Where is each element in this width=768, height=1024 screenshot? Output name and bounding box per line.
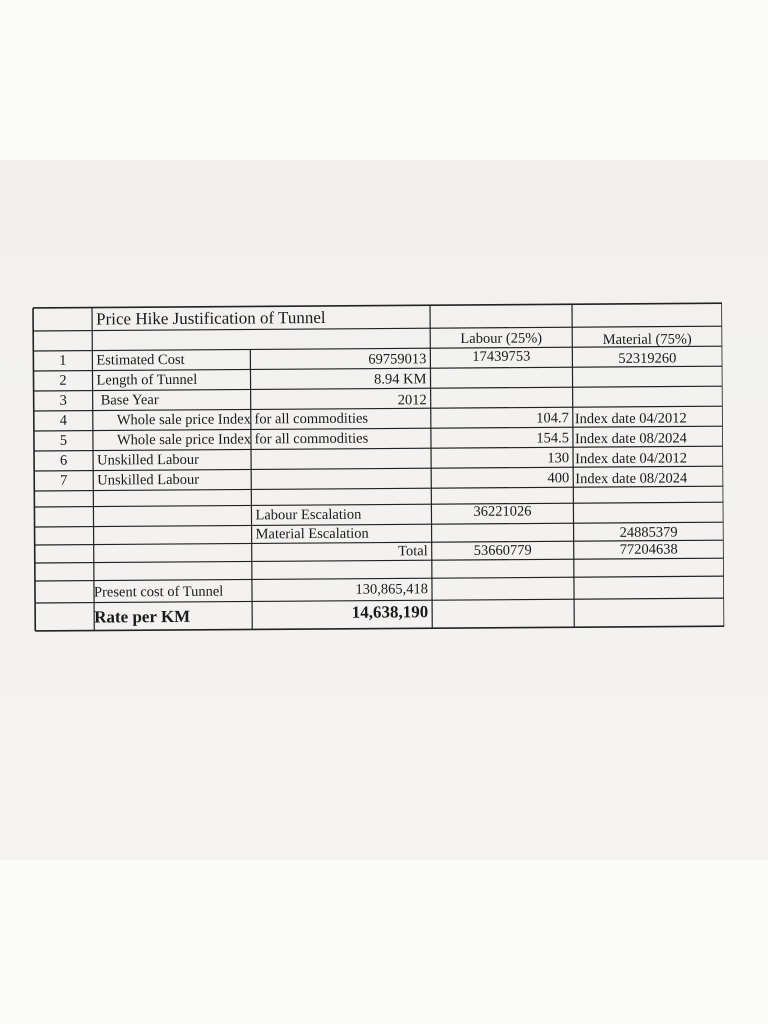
row-label: Whole sale price Index for all commodities (116, 410, 369, 429)
labour-escalation-label: Labour Escalation (255, 506, 362, 524)
price-hike-table (30, 300, 724, 633)
row-label: Unskilled Labour (97, 471, 200, 489)
total-label: Total (398, 543, 428, 560)
row-label: Length of Tunnel (96, 371, 198, 389)
row-number: 5 (59, 432, 68, 449)
row-index-note: Index date 04/2012 (574, 410, 687, 428)
row-index: 130 (547, 450, 570, 467)
row-value: 69759013 (368, 351, 427, 368)
material-escalation-label: Material Escalation (255, 525, 369, 543)
row-label: Base Year (100, 392, 159, 409)
row-labour-value: 17439753 (472, 348, 531, 365)
row-number: 4 (59, 412, 67, 429)
row-number: 7 (60, 472, 68, 489)
labour-escalation-value: 36221026 (473, 503, 532, 520)
row-index: 154.5 (536, 430, 569, 447)
row-number: 3 (59, 392, 67, 409)
row-number: 2 (59, 372, 67, 389)
row-label: Estimated Cost (96, 351, 185, 369)
material-header: Material (75%) (602, 331, 692, 349)
row-index: 104.7 (536, 410, 569, 427)
material-escalation-value: 24885379 (619, 524, 678, 541)
row-label: Unskilled Labour (97, 451, 200, 469)
present-cost-label: Present cost of Tunnel (93, 583, 224, 601)
table-title: Price Hike Justification of Tunnel (96, 307, 326, 329)
total-labour-value: 53660779 (473, 542, 532, 559)
total-material-value: 77204638 (619, 541, 678, 558)
row-number: 1 (59, 352, 67, 369)
row-material-value: 52319260 (618, 350, 677, 367)
rate-per-km-value: 14,638,190 (351, 602, 429, 622)
row-index-note: Index date 08/2024 (575, 470, 688, 488)
row-index: 400 (547, 470, 570, 487)
labour-header: Labour (25%) (460, 330, 543, 347)
row-value: 2012 (397, 392, 427, 409)
present-cost-value: 130,865,418 (355, 581, 429, 598)
row-number: 6 (59, 452, 68, 469)
rate-per-km-label: Rate per KM (94, 606, 191, 627)
row-index-note: Index date 04/2012 (575, 450, 688, 468)
row-index-note: Index date 08/2024 (574, 430, 687, 448)
row-label: Whole sale price Index for all commodities (116, 430, 369, 449)
row-value: 8.94 KM (374, 371, 427, 388)
